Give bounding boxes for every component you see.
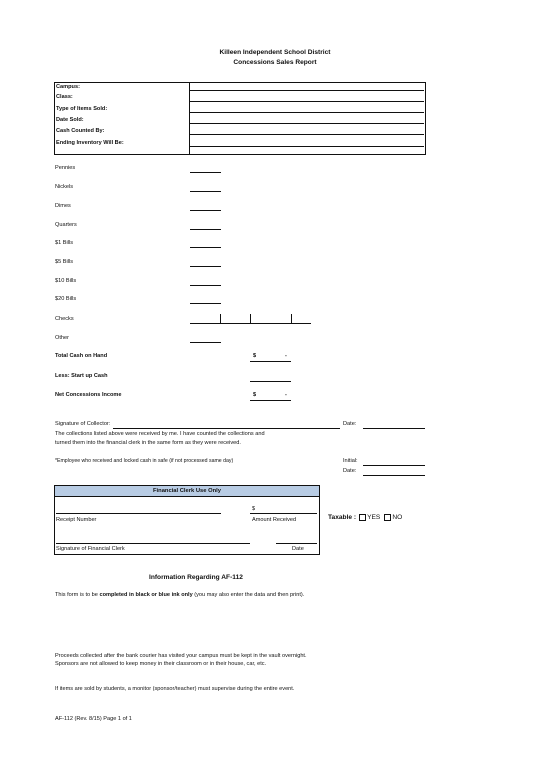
- five-dollar-label: $5 Bills: [55, 259, 74, 265]
- taxable-yes-checkbox[interactable]: [359, 514, 366, 521]
- info-paragraph-vault-2: Sponsors are not allowed to keep money in their classroom or in their house, car, etc.: [55, 661, 267, 667]
- net-income-value: -: [285, 392, 287, 398]
- info-p1-pre: This form is to be: [55, 592, 100, 598]
- nickels-field[interactable]: [190, 191, 221, 192]
- twenty-dollar-label: $20 Bills: [55, 296, 77, 302]
- employee-date-label: Date:: [343, 468, 357, 474]
- checks-divider: [250, 314, 251, 323]
- campus-label: Campus:: [56, 84, 80, 90]
- campus-field[interactable]: [190, 90, 424, 91]
- report-title: Concessions Sales Report: [233, 59, 317, 66]
- five-dollar-field[interactable]: [190, 266, 221, 267]
- quarters-label: Quarters: [55, 222, 77, 228]
- info-paragraph-monitor: If items are sold by students, a monitor (sponsor/teacher) must supervise during the entire event.: [55, 686, 295, 692]
- quarters-field[interactable]: [190, 229, 221, 230]
- one-dollar-label: $1 Bills: [55, 240, 74, 246]
- district-title: Killeen Independent School District: [219, 49, 331, 56]
- employee-date-field[interactable]: [363, 475, 425, 476]
- receipt-number-field[interactable]: [56, 513, 221, 514]
- collector-signature-label: Signature of Collector:: [55, 421, 111, 427]
- pennies-field[interactable]: [190, 172, 221, 173]
- total-cash-label: Total Cash on Hand: [55, 353, 108, 359]
- ending-inventory-label: Ending Inventory Will Be:: [56, 140, 124, 146]
- nickels-label: Nickels: [55, 184, 74, 190]
- amount-received-field[interactable]: [250, 513, 317, 514]
- total-cash-value: -: [285, 353, 287, 359]
- startup-cash-field[interactable]: [250, 381, 291, 382]
- less-startup-label: Less: Start up Cash: [55, 373, 108, 379]
- class-field[interactable]: [190, 101, 424, 102]
- items-sold-field[interactable]: [190, 112, 424, 113]
- cash-counted-field[interactable]: [190, 134, 424, 135]
- info-p1-post: (you may also enter the data and then print).: [192, 592, 305, 598]
- financial-clerk-title: Financial Clerk Use Only: [55, 486, 319, 497]
- clerk-date-field[interactable]: [276, 543, 317, 544]
- dimes-label: Dimes: [55, 203, 71, 209]
- ten-dollar-field[interactable]: [190, 285, 221, 286]
- statement-line-2: turned them into the financial clerk in the same form as they were received.: [55, 440, 241, 446]
- one-dollar-field[interactable]: [190, 247, 221, 248]
- amount-received-label: Amount Received: [252, 517, 297, 523]
- collector-date-field[interactable]: [363, 428, 425, 429]
- checks-field[interactable]: [190, 323, 311, 324]
- initial-label: Initial:: [343, 458, 358, 464]
- clerk-date-label: Date: [292, 546, 304, 552]
- ten-dollar-label: $10 Bills: [55, 278, 77, 284]
- checks-divider: [291, 314, 292, 323]
- date-sold-field[interactable]: [190, 123, 424, 124]
- receipt-number-label: Receipt Number: [56, 517, 97, 523]
- info-paragraph-ink: [55, 592, 304, 598]
- clerk-currency: $: [252, 506, 256, 512]
- footer-form-id: AF-112 (Rev. 8/15) Page 1 of 1: [55, 716, 132, 722]
- twenty-dollar-field[interactable]: [190, 303, 221, 304]
- cash-counted-label: Cash Counted By:: [56, 128, 105, 134]
- net-income-field: [250, 400, 291, 401]
- class-label: Class:: [56, 94, 73, 100]
- collector-date-label: Date:: [343, 421, 357, 427]
- ending-inventory-field[interactable]: [190, 146, 424, 147]
- info-p1-bold: completed in black or blue ink only: [99, 592, 193, 598]
- clerk-signature-label: Signature of Financial Clerk: [56, 546, 125, 552]
- pennies-label: Pennies: [55, 165, 76, 171]
- taxable-no-checkbox[interactable]: [384, 514, 391, 521]
- other-field[interactable]: [190, 342, 221, 343]
- taxable-yes-label: YES: [367, 514, 381, 521]
- taxable-group: [328, 514, 402, 521]
- total-cash-currency: $: [253, 353, 257, 359]
- statement-line-1: The collections listed above were received by me. I have counted the collections and: [55, 431, 265, 437]
- info-title: Information Regarding AF-112: [149, 574, 243, 581]
- initial-field[interactable]: [363, 465, 425, 466]
- total-cash-field: [250, 361, 291, 362]
- info-paragraph-vault-1: Proceeds collected after the bank courier has visited your campus must be kept in the vault overnight.: [55, 653, 307, 659]
- taxable-no-label: NO: [392, 514, 403, 521]
- date-sold-label: Date Sold:: [56, 117, 84, 123]
- clerk-signature-field[interactable]: [56, 543, 250, 544]
- items-sold-label: Type of Items Sold:: [56, 106, 108, 112]
- checks-label: Checks: [55, 316, 74, 322]
- employee-note: *Employee who received and locked cash in safe (if not processed same day): [55, 458, 234, 464]
- other-label: Other: [55, 335, 69, 341]
- taxable-label: Taxable :: [328, 514, 357, 521]
- checks-divider: [220, 314, 221, 323]
- net-income-label: Net Concessions Income: [55, 392, 122, 398]
- net-income-currency: $: [253, 392, 257, 398]
- dimes-field[interactable]: [190, 210, 221, 211]
- collector-signature-field[interactable]: [113, 428, 340, 429]
